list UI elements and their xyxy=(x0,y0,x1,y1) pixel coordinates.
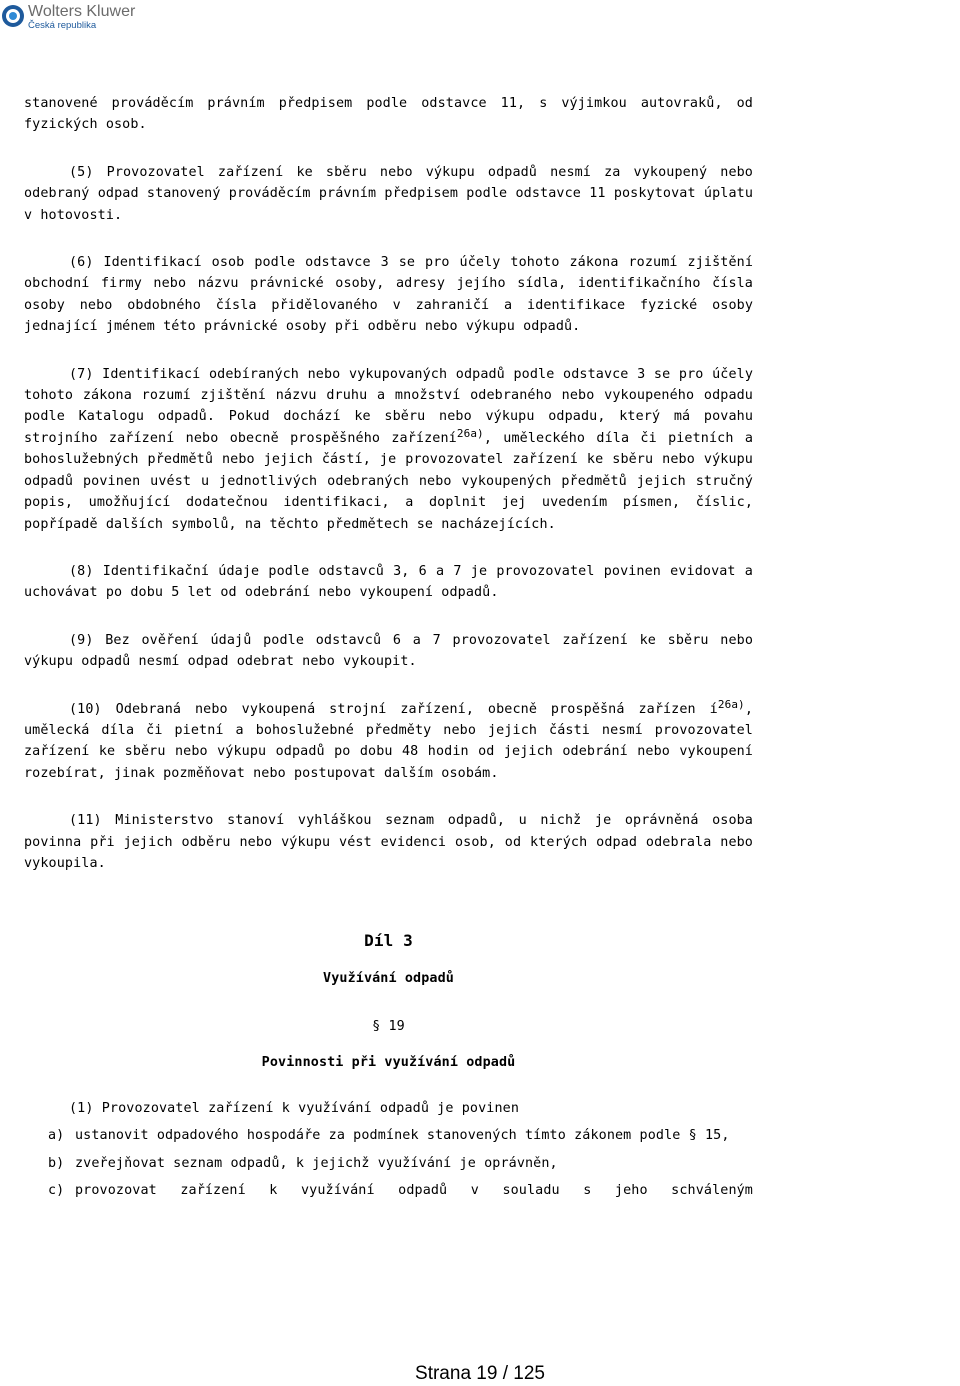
part-heading: Díl 3 xyxy=(364,931,413,951)
paragraph-7-text-a: (7) Identifikací odebíraných nebo vykupovaných odpadů podle odstavce 3 se pro účely tohoto zákona rozumí zjištění názvu druhu a množství odebraného nebo vykoupeného odpadu podle Katalogu odpadů. Pokud dochází ke sběru nebo výkupu odpadu, který má povahu strojního zařízení nebo obecně prospěšného zařízení xyxy=(24,366,753,446)
list-item-label: b) xyxy=(48,1155,65,1171)
part-title: Využívání odpadů xyxy=(323,970,454,986)
list-item xyxy=(48,1153,753,1174)
list-item-text: ustanovit odpadového hospodáře za podmínek stanovených tímto zákonem podle § 15, xyxy=(75,1128,730,1144)
list-item-label: c) xyxy=(48,1183,65,1199)
list-item xyxy=(48,1125,753,1146)
wolters-kluwer-logo-icon xyxy=(2,5,24,27)
list-item-label: a) xyxy=(48,1128,65,1144)
publisher-logo xyxy=(2,3,135,31)
list-item-text: zveřejňovat seznam odpadů, k jejichž využívání je oprávněn, xyxy=(75,1155,558,1171)
paragraph-7 xyxy=(24,364,753,535)
footnote-ref: 26a) xyxy=(717,697,745,711)
paragraph-11: (11) Ministerstvo stanoví vyhláškou seznam odpadů, u nichž je oprávněná osoba povinna při jejich odběru nebo výkupu vést evidenci osob, od kterých odpad odebrala nebo vykoupila. xyxy=(24,813,753,871)
paragraph-5: (5) Provozovatel zařízení ke sběru nebo výkupu odpadů nesmí za vykoupený nebo odebraný odpad stanovený prováděcím právním předpisem podle odstavce 11 poskytovat úplatu v hotovosti. xyxy=(24,164,753,223)
paragraph-10 xyxy=(24,699,753,785)
list-item xyxy=(48,1180,753,1201)
logo-brand: Wolters Kluwer xyxy=(28,3,136,20)
section-number: § 19 xyxy=(372,1019,405,1035)
list-item-text: provozovat zařízení k využívání odpadů v souladu s jeho schváleným xyxy=(75,1183,753,1199)
paragraph-9: (9) Bez ověření údajů podle odstavců 6 a 7 provozovatel zařízení ke sběru nebo výkupu odpadů nesmí odpad odebrat nebo vykoupit. xyxy=(24,632,753,670)
paragraph-7-text-b: , uměleckého díla či pietních a bohoslužebných předmětů nebo jejich částí, je provozovatel zařízení ke sběru nebo výkupu odpadů povinen uvést u jednotlivých odebraných nebo vykoupených předmětů jejich stručný popis, umožňující dodatečnou identifikaci, a doplnit jej uvedením písmen, číslic, popřípadě dalších symbolů, na těchto předmětech se nacházejících. xyxy=(24,430,753,532)
logo-subtitle: Česká republika xyxy=(28,20,97,31)
section-paragraph-1: (1) Provozovatel zařízení k využívání odpadů je povinen xyxy=(69,1101,520,1116)
paragraph-10-text-a: (10) Odebraná nebo vykoupená strojní zařízení, obecně prospěšná zařízen í xyxy=(69,701,718,717)
paragraph-8: (8) Identifikační údaje podle odstavců 3, 6 a 7 je provozovatel povinen evidovat a uchovávat po dobu 5 let od odebrání nebo vykoupení odpadů. xyxy=(24,563,753,601)
paragraph-6: (6) Identifikací osob podle odstavce 3 se pro účely tohoto zákona rozumí zjištění obchodní firmy nebo názvu právnické osoby, adresy jejího sídla, identifikačního čísla osoby nebo obdobného čísla přidělovaného v zahraničí a identifikace fyzické osoby jednající jménem této právnické osoby při odběru nebo výkupu odpadů. xyxy=(24,255,753,335)
item-list xyxy=(24,1125,753,1201)
footnote-ref: 26a) xyxy=(456,426,484,440)
logo-text xyxy=(28,3,135,31)
section-title: Povinnosti při využívání odpadů xyxy=(261,1054,516,1070)
document-body xyxy=(24,93,753,1208)
page-number: Strana 19 / 125 xyxy=(415,1363,545,1384)
paragraph-10-text-b: , umělecká díla či pietní a bohoslužebné předměty nebo jejich části nesmí provozovatel zařízení ke sběru nebo výkupu odpadů po dobu 48 hodin od jejich odebrání nebo vykoupení rozebírat, jinak pozměňovat nebo postupovat dalším osobám. xyxy=(24,701,753,781)
paragraph-continuation: stanovené prováděcím právním předpisem podle odstavce 11, s výjimkou autovraků, od fyzických osob. xyxy=(24,96,753,133)
